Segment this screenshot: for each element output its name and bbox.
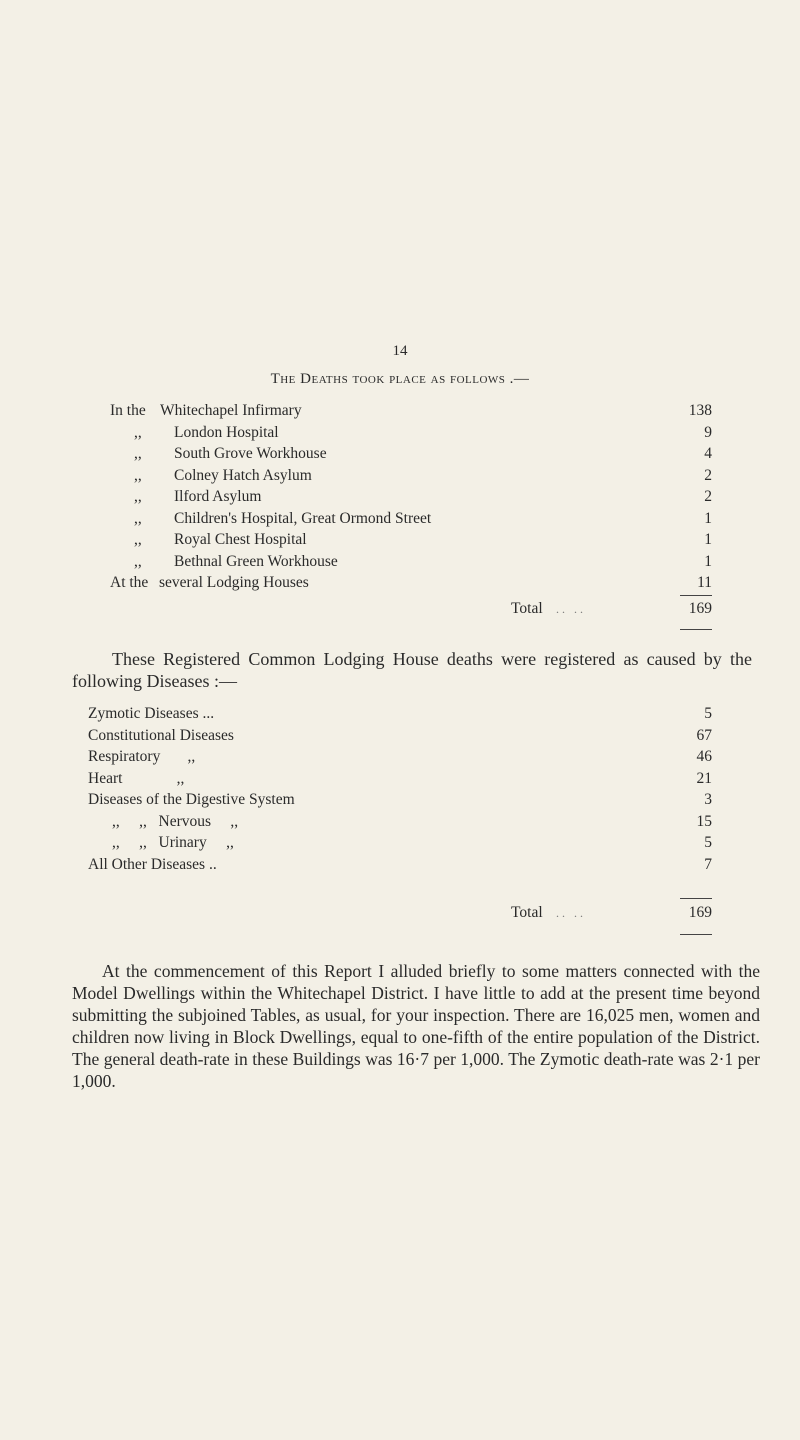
diseases-intro-text: These Registered Common Lodging House deaths were registered as caused by the following Diseases :— bbox=[72, 649, 752, 691]
places-row-prefix: In the bbox=[110, 402, 146, 419]
diseases-row-value: 5 bbox=[704, 705, 712, 722]
diseases-total-value: 169 bbox=[688, 904, 712, 921]
places-row-label: Whitechapel Infirmary bbox=[160, 402, 302, 419]
places-total-row bbox=[110, 599, 712, 619]
diseases-row-label: All Other Diseases .. bbox=[88, 855, 217, 873]
places-row-label: Children's Hospital, Great Ormond Street bbox=[174, 509, 432, 527]
places-row-prefix: At the bbox=[110, 574, 149, 591]
diseases-row bbox=[88, 769, 712, 789]
diseases-row bbox=[88, 833, 712, 853]
places-row-label: London Hospital bbox=[174, 423, 279, 441]
places-row-value: 1 bbox=[704, 552, 712, 570]
places-row bbox=[110, 487, 712, 507]
places-row-value: 11 bbox=[697, 574, 712, 591]
diseases-total-row bbox=[110, 903, 712, 923]
places-row-label: South Grove Workhouse bbox=[174, 445, 327, 462]
diseases-row bbox=[88, 812, 712, 832]
places-total-rule-top bbox=[680, 595, 712, 596]
places-row-value: 9 bbox=[704, 423, 712, 441]
places-row-label: Colney Hatch Asylum bbox=[174, 466, 312, 484]
diseases-total-dots: .. .. bbox=[556, 906, 586, 920]
diseases-row-label: Constitutional Diseases bbox=[88, 726, 234, 744]
places-row bbox=[110, 509, 712, 529]
places-row bbox=[110, 530, 712, 550]
places-row-prefix: ,, bbox=[134, 445, 142, 462]
diseases-intro bbox=[72, 648, 752, 692]
section-heading: The Deaths took place as follows .— bbox=[270, 371, 530, 387]
places-row-label: Royal Chest Hospital bbox=[174, 531, 307, 548]
places-row-prefix: ,, bbox=[134, 488, 142, 505]
diseases-total-rule-top bbox=[680, 898, 712, 899]
places-row-prefix: ,, bbox=[134, 509, 142, 527]
diseases-row bbox=[88, 855, 712, 875]
places-row-value: 4 bbox=[704, 445, 712, 462]
diseases-total-rule-bottom bbox=[680, 934, 712, 935]
diseases-row-label: Zymotic Diseases ... bbox=[88, 705, 215, 722]
places-row-prefix: ,, bbox=[134, 466, 142, 484]
diseases-row bbox=[88, 704, 712, 724]
places-total-label: Total bbox=[511, 600, 543, 617]
diseases-row-label: Heart ,, bbox=[88, 769, 185, 787]
diseases-row-value: 21 bbox=[696, 769, 712, 787]
places-row-label: Ilford Asylum bbox=[174, 488, 262, 505]
diseases-row-label: ,, ,, Urinary ,, bbox=[112, 834, 234, 851]
places-row-value: 2 bbox=[704, 466, 712, 484]
places-row bbox=[110, 423, 712, 443]
places-row bbox=[110, 401, 712, 421]
diseases-total-label: Total bbox=[511, 904, 543, 921]
places-row-value: 2 bbox=[704, 488, 712, 505]
places-row-value: 1 bbox=[704, 509, 712, 527]
diseases-row-label: Respiratory ,, bbox=[88, 748, 196, 765]
diseases-row-value: 3 bbox=[704, 791, 712, 808]
places-total-dots: .. .. bbox=[556, 602, 586, 616]
places-row-label: Bethnal Green Workhouse bbox=[174, 552, 338, 570]
places-row bbox=[110, 552, 712, 572]
closing-paragraph bbox=[72, 960, 760, 1092]
places-row bbox=[110, 444, 712, 464]
diseases-row-value: 15 bbox=[696, 812, 712, 830]
places-row-prefix: ,, bbox=[134, 552, 142, 570]
places-row-prefix: ,, bbox=[134, 531, 142, 548]
places-row-value: 1 bbox=[704, 531, 712, 548]
diseases-row bbox=[88, 726, 712, 746]
places-row-value: 138 bbox=[688, 402, 712, 419]
diseases-row bbox=[88, 790, 712, 810]
diseases-row-value: 46 bbox=[696, 748, 712, 765]
places-total-value: 169 bbox=[688, 600, 712, 617]
diseases-row-value: 67 bbox=[696, 726, 712, 744]
page-number: 14 bbox=[392, 343, 408, 359]
diseases-row-label: Diseases of the Digestive System bbox=[88, 791, 295, 808]
places-total-rule-bottom bbox=[680, 629, 712, 630]
diseases-row-value: 5 bbox=[704, 834, 712, 851]
places-row bbox=[110, 466, 712, 486]
diseases-row bbox=[88, 747, 712, 767]
diseases-row-label: ,, ,, Nervous ,, bbox=[112, 812, 239, 830]
places-row bbox=[110, 573, 712, 593]
diseases-row-value: 7 bbox=[704, 855, 712, 873]
places-row-prefix: ,, bbox=[134, 423, 142, 441]
closing-paragraph-text: At the commencement of this Report I alluded briefly to some matters connected with the Model Dwellings within the Whitechapel District. I have little to add at the present time beyond submitting the subjoined Tables, as usual, for your inspection. There are 16,025 men, women and children now living in Block Dwellings, equal to one-fifth of the entire population of the District. The general death-rate in these Buildings was 16·7 per 1,000. The Zymotic death-rate was 2·1 per 1,000. bbox=[72, 961, 760, 1091]
places-row-label: several Lodging Houses bbox=[159, 574, 309, 591]
